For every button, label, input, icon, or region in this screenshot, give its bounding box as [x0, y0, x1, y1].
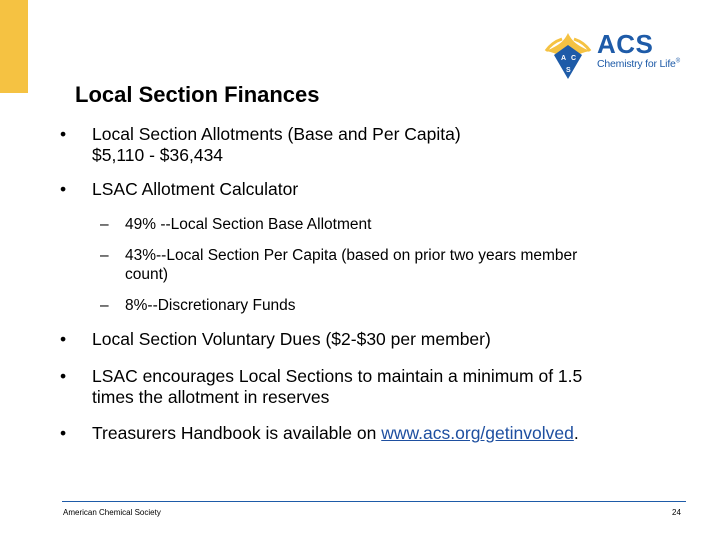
bullet-handbook [60, 423, 680, 444]
logo-tagline-mark: ® [675, 58, 680, 65]
bullet-marker: • [60, 366, 67, 386]
seal-letter-s: S [566, 67, 571, 74]
slide-body [60, 124, 680, 444]
bullet-handbook-text: Treasurers Handbook is available on [92, 423, 382, 443]
dash-marker: – [100, 297, 109, 314]
footer-org: American Chemical Society [63, 508, 161, 517]
bullet-handbook-end: . [573, 423, 579, 443]
logo-wordmark: ACS [597, 29, 654, 59]
bullet-voluntary-dues-text: Local Section Voluntary Dues ($2-$30 per member) [92, 329, 491, 349]
sub-bullet-discretionary [60, 296, 680, 315]
logo-tagline [597, 58, 680, 70]
bullet-reserves [60, 366, 680, 408]
logo-tagline-text: Chemistry for Life [597, 58, 676, 70]
acs-logo [540, 27, 690, 83]
bullet-reserves-line2: times the allotment in reserves [92, 387, 330, 407]
page-number: 24 [672, 508, 681, 517]
sub-bullet-base [60, 215, 680, 234]
sub-bullet-per-capita [60, 246, 680, 284]
bullet-allotments-line2: $5,110 - $36,434 [92, 145, 224, 165]
bullet-marker: • [60, 423, 67, 443]
sub-bullet-per-capita-line1: 43%--Local Section Per Capita (based on prior two years member [125, 247, 578, 264]
sub-bullet-base-text: 49% --Local Section Base Allotment [125, 216, 372, 233]
bullet-marker: • [60, 329, 67, 349]
dash-marker: – [100, 247, 109, 264]
acs-seal-icon [540, 27, 596, 83]
bullet-marker: • [60, 124, 67, 144]
footer-divider [62, 501, 686, 502]
bullet-calculator-text: LSAC Allotment Calculator [92, 179, 299, 199]
bullet-calculator [60, 179, 680, 200]
accent-bar [0, 0, 28, 93]
sub-bullet-per-capita-line2: count) [125, 266, 169, 283]
bullet-reserves-line1: LSAC encourages Local Sections to maintain a minimum of 1.5 [92, 366, 583, 386]
seal-letter-a: A [561, 55, 567, 62]
seal-letter-c: C [571, 55, 577, 62]
slide-title: Local Section Finances [75, 82, 320, 107]
bullet-allotments [60, 124, 680, 166]
bullet-marker: • [60, 179, 67, 199]
bullet-voluntary-dues [60, 329, 680, 350]
bullet-allotments-line1: Local Section Allotments (Base and Per Capita) [92, 124, 461, 144]
sub-bullet-discretionary-text: 8%--Discretionary Funds [125, 297, 296, 314]
dash-marker: – [100, 216, 109, 233]
getinvolved-link[interactable]: www.acs.org/getinvolved [381, 423, 574, 443]
